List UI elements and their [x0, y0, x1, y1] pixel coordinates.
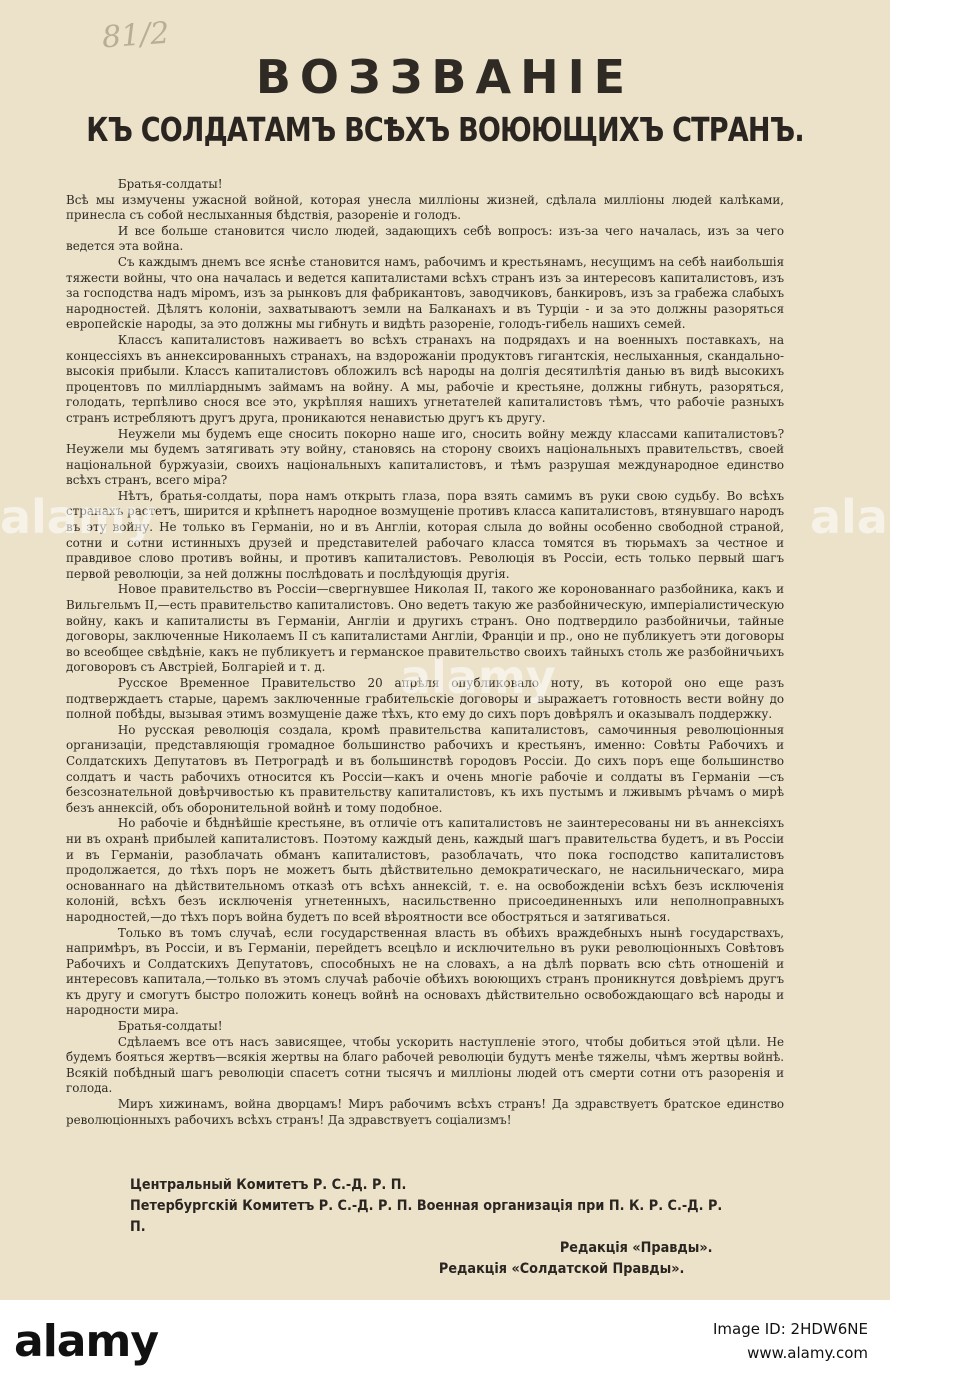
document-subtitle: КЪ СОЛДАТАМЪ ВСѢХЪ ВОЮЮЩИХЪ СТРАНЪ. — [86, 110, 804, 149]
paragraph: Всѣ мы измучены ужасной войной, которая унесла милліоны жизней, сдѣлала милліоны людей калѣками, принесла съ собой неслыханныя бѣдствія, разореніе и голодъ. — [66, 191, 785, 223]
paragraph: И все больше становится число людей, задающихъ себѣ вопросъ: изъ-за чего началась, изъ за чего ведется эта война. — [66, 222, 785, 254]
paragraph: Нѣтъ, братья-солдаты, пора намъ открыть глаза, пора взять самимъ въ руки свою судьбу. Во всѣхъ странахъ растетъ, ширится и крѣпнетъ народное возмущеніе противъ класса капиталистовъ, втянувшаго народъ въ эту войну. Не только въ Германіи, но и въ Англіи, которая слыла до войны особенно свободной страной, сотни и сотни истинныхъ друзей и представителей рабочаго класса томятся въ тюрьмахъ за честное и правдивое слово противъ войны, и противъ капиталистовъ. Революція въ Россіи, есть только первый шагъ первой революціи, за ней должны послѣдовать и послѣдующія другія. — [66, 487, 785, 581]
paragraph: Но рабочіе и бѣднѣйшіе крестьяне, въ отличіе отъ капиталистовъ не заинтересованы ни въ аннексіяхъ ни въ охранѣ прибылей капиталистовъ. Поэтому каждый день, каждый шагъ правительства будетъ, и въ Россіи и въ Германіи, разоблачать обманъ капиталистовъ, разоблачать, что пока господство капиталистовъ продолжается, до тѣхъ поръ не можетъ быть дѣйствительно демократическаго, не насильническаго, мира основаннаго на дѣйствительномъ отказѣ отъ всѣхъ аннексій, т. е. на освобожденіи всѣхъ безъ исключенія колоній, всѣхъ безъ исключенія угнетенныхъ, насильственно присоединенныхъ или неполноправныхъ народностей,—до тѣхъ поръ война будетъ по всей вѣроятности все обостряться и затягиваться. — [66, 815, 785, 924]
document-body — [66, 176, 784, 1127]
paragraph: Только въ томъ случаѣ, если государственная власть въ обѣихъ враждебныхъ нынѣ государствахъ, напримѣръ, въ Россіи, и въ Германіи, перейдетъ всецѣло и исключительно въ руки революціонныхъ Совѣтовъ Рабочихъ и Солдатскихъ Депутатовъ, способныхъ не на словахъ, а на дѣлѣ порвать всю сѣть отношеній и интересовъ капитала,—только въ этомъ случаѣ рабочіе обѣихъ воюющихъ странъ проникнутся довѣріемъ другъ къ другу и смогутъ быстро положить конецъ войнѣ на основахъ дѣйствительно освобождающаго всѣ народы и народности мира. — [66, 924, 785, 1018]
handwritten-note: 81/2 — [100, 15, 171, 56]
paragraph: Братья-солдаты! — [117, 1018, 223, 1034]
paragraph: Новое правительство въ Россіи—свергнувшее Николая II, такого же коронованнаго разбойника, какъ и Вильгельмъ II,—есть правительство капиталистовъ. Оно ведетъ такую же разбойническую, имперіалистическую войну, какъ и капиталисты въ Германіи, Англіи и другихъ странъ. Оно подтвердило разбойничьи, тайные договоры, заключенные Николаемъ II съ капиталистами Англіи, Франціи и пр., оно не публикуетъ эти договоры во всеобщее свѣдѣніе, какъ не публикуетъ и германское правительство своихъ тайныхъ столь же разбойничьихъ договоровъ съ Австріей, Болгаріей и т. д. — [66, 581, 785, 675]
signature-central-committee: Центральный Комитетъ Р. С.-Д. Р. П. — [130, 1176, 407, 1193]
document-title: ВОЗЗВАНІЕ — [255, 50, 635, 104]
image-id-label: Image ID: 2HDW6NE — [713, 1320, 868, 1338]
paragraph: Неужели мы будемъ еще сносить покорно наше иго, сносить войну между классами капиталистовъ? Неужели мы будемъ затягивать эту войну, становясь на сторону своихъ національныхъ правительствъ, своей національной буржуазіи, своихъ національныхъ капиталистовъ, и тѣмъ разрушая международное единство всѣхъ странъ, всего міра? — [66, 425, 785, 488]
signature-petersburg-committee: Петербургскій Комитетъ Р. С.-Д. Р. П. Военная организація при П. К. Р. С.-Д. Р. П. — [130, 1197, 723, 1235]
paragraph: Сдѣлаемъ все отъ насъ зависящее, чтобы ускорить наступленіе этого, чтобы добиться этой цѣли. Не будемъ бояться жертвъ—всякія жертвы на благо рабочей революціи будутъ менѣе тяжелы, чѣмъ жертвы войнѣ. Всякій побѣдный шагъ революціи спасетъ сотни тысячъ и милліоны людей отъ смерти сотни отъ разоренія и голода. — [66, 1033, 785, 1096]
paragraph: Классъ капиталистовъ наживаетъ во всѣхъ странахъ на подрядахъ и на военныхъ поставкахъ, на концессіяхъ въ аннексированныхъ странахъ, на вздорожаніи продуктовъ гигантскія, неслыханныя, скандально-высокія прибыли. Классъ капиталистовъ обложилъ всѣ народы на долгія десятилѣтія данью въ видѣ высокихъ процентовъ по милліарднымъ займамъ на войну. А мы, рабочіе и крестьяне, должны гибнуть, разоряться, голодать, терпѣливо снося все это, укрѣпляя нашихъ угнетателей капиталистовъ тѣмъ, что рабочіе разныхъ странъ истребляютъ другъ друга, проникаются ненавистью другъ къ другу. — [66, 331, 785, 425]
watermark-overlay: alamy — [400, 650, 556, 704]
paragraph: Но русская революція создала, кромѣ правительства капиталистовъ, самочинныя революціонныя организаціи, представляющія громадное большинство рабочихъ и крестьянъ, именно: Совѣты Рабочихъ и Солдатскихъ Депутатовъ въ Петроградѣ и въ большинствѣ городовъ Россіи. До сихъ поръ еще большинство солдатъ и часть рабочихъ относится къ Россіи—какъ и очень многіе рабочіе и солдаты въ Германіи —съ безсознательной довѣрчивостью къ правительству капиталистовъ, къ ихъ пустымъ и лживымъ рѣчамъ о мирѣ безъ аннексій, объ оборонительной войнѣ и тому подобное. — [66, 721, 785, 815]
paragraph: Братья-солдаты! — [117, 176, 223, 191]
signature-soldatskaya-pravda: Редакція «Солдатской Правды». — [438, 1260, 685, 1277]
alamy-logo: alamy — [14, 1316, 158, 1367]
watermark-overlay: alamy — [810, 490, 966, 544]
paragraph: Русское Временное Правительство 20 апрѣля опубликовало ноту, въ которой оно еще разъ подтверждаетъ старые, царемъ заключенные грабительскіе договоры и выражаетъ готовность вести войну до полной побѣды, вызывая этимъ возмущеніе даже тѣхъ, кто ему до сихъ поръ довѣрялъ и оказывалъ поддержку. — [66, 675, 785, 722]
watermark-overlay: alamy — [0, 490, 156, 544]
paragraph: Съ каждымъ днемъ все яснѣе становится намъ, рабочимъ и крестьянамъ, несущимъ на себѣ наибольшія тяжести войны, что она началась и ведется капиталистами всѣхъ странъ изъ за интересовъ капиталистовъ, изъ за господства надъ міромъ, изъ за рынковъ для фабрикантовъ, заводчиковъ, банкировъ, изъ за грабежа слабыхъ народностей. Дѣлятъ колоніи, захватываютъ земли на Балканахъ и въ Турціи - и за это должны разоряться европейскіе народы, за это должны мы гибнуть и видѣть разореніе, голодъ-гибель нашихъ семей. — [66, 253, 785, 332]
paragraph: Миръ хижинамъ, война дворцамъ! Миръ рабочимъ всѣхъ странъ! Да здравствуетъ братское единство революціонныхъ рабочихъ всѣхъ странъ! Да здравствуетъ соціализмъ! — [66, 1096, 785, 1127]
watermark-url: www.alamy.com — [747, 1344, 868, 1362]
signature-block — [130, 1174, 728, 1279]
signature-pravda: Редакція «Правды». — [559, 1239, 713, 1256]
